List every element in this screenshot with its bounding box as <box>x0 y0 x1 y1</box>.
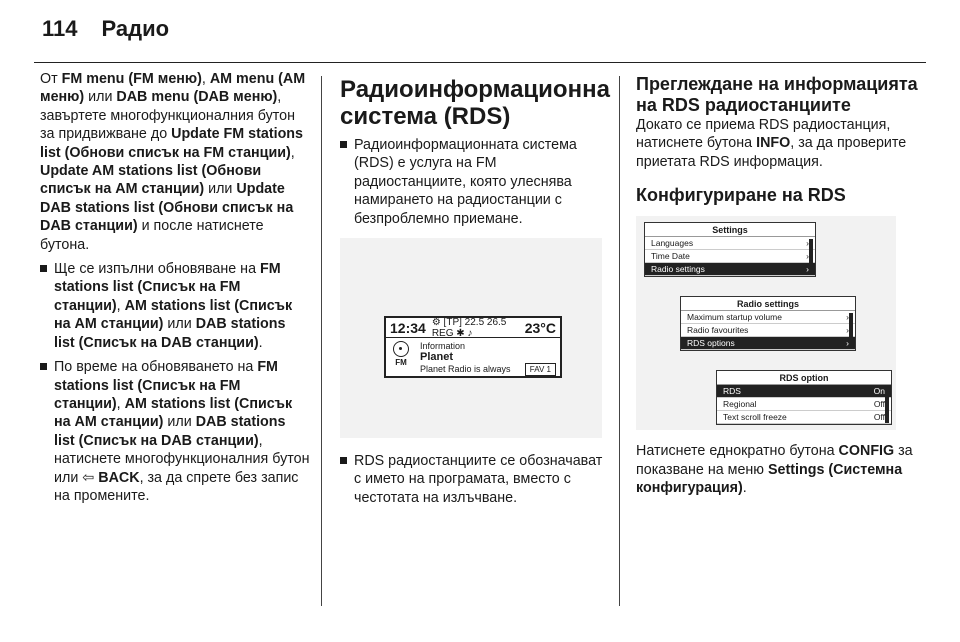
bold-term: FM stations list (Списък на FM станции) <box>54 261 281 314</box>
chevron-right-icon: › <box>806 264 809 275</box>
menu-item-value: Off <box>873 412 885 423</box>
bullet-icon <box>340 141 347 148</box>
menu-item[interactable] <box>681 324 855 337</box>
bullet-list <box>340 452 608 507</box>
section-heading-configure-rds: Конфигуриране на RDS <box>636 185 846 206</box>
settings-menus-figure <box>636 216 896 430</box>
menu-item[interactable] <box>717 398 891 411</box>
menu-item-label: Languages <box>651 238 694 249</box>
display-status-bar <box>386 318 560 338</box>
menu-item-value: On <box>873 386 885 397</box>
bullet-text: Радиоинформационната система (RDS) е услуга на FM радиостанциите, която улеснява намирането на радиостанции с безпроблемно приемане. <box>354 137 577 227</box>
bold-term: CONFIG <box>838 443 895 460</box>
column-divider <box>321 76 322 606</box>
chevron-right-icon: › <box>806 238 809 249</box>
scrollbar <box>809 239 813 275</box>
status-icons: ⚙ [TP] 22.5 26.5 REG ✱ ♪ <box>431 316 507 339</box>
bullet-list <box>340 136 608 228</box>
bold-term: DAB stations list (Списък на DAB станции) <box>54 316 286 351</box>
column-2 <box>340 70 608 507</box>
radio-display <box>384 316 562 378</box>
menu-title: Radio settings <box>681 297 855 311</box>
list-item <box>40 260 310 352</box>
column-3 <box>636 70 924 497</box>
band-label: FM <box>395 358 407 368</box>
section-heading-rds: Радиоинформационна система (RDS) <box>340 76 610 130</box>
page-number: 114 <box>42 16 78 41</box>
config-paragraph: Натиснете еднократно бутона CONFIG за показване на меню Settings (Системна конфигурация). <box>636 443 913 497</box>
intro-paragraph: От FM menu (FM меню), AM menu (AM меню) или DAB menu (DAB меню), завъртете многофункционалния бутон за придвижване до Update FM stations list (Обнови списък на FM станции), Update AM stations list (Обнови списък на AM станции) или Update DAB stations list (Обнови списък на DAB станции) и после натиснете бутона. <box>40 71 306 253</box>
scrollbar <box>849 313 853 349</box>
bullet-icon <box>40 265 47 272</box>
radio-settings-menu <box>680 296 856 351</box>
menu-item[interactable] <box>681 337 855 350</box>
bold-term: Settings (Системна конфигурация) <box>636 461 903 497</box>
chevron-right-icon: › <box>846 325 849 336</box>
radio-text: Planet Radio is always <box>420 364 511 375</box>
menu-item[interactable] <box>645 263 815 276</box>
chevron-right-icon: › <box>806 251 809 262</box>
menu-item-label: Radio favourites <box>687 325 749 336</box>
menu-item-label: RDS options <box>687 338 735 349</box>
antenna-icon <box>393 341 409 357</box>
chevron-right-icon: › <box>846 338 849 349</box>
radio-display-figure <box>340 238 602 438</box>
band-indicator <box>390 341 412 376</box>
list-item <box>340 452 608 507</box>
bold-term: BACK <box>98 469 140 486</box>
bold-term: AM menu (AM меню) <box>40 71 306 106</box>
column-1 <box>40 70 310 505</box>
chevron-right-icon: › <box>846 312 849 323</box>
bold-term: Update DAB stations list (Обнови списък на DAB станции) <box>40 181 294 235</box>
settings-menu <box>644 222 816 277</box>
bold-term: FM menu (FM меню) <box>61 71 202 87</box>
menu-item-label: Maximum startup volume <box>687 312 782 323</box>
bold-term: AM stations list (Списък на AM станции) <box>54 395 293 431</box>
bullet-icon <box>40 363 47 370</box>
menu-item-label: Regional <box>723 399 757 410</box>
view-rds-paragraph: Докато се приема RDS радиостанция, натиснете бутона INFO, за да проверите приетата RDS информация. <box>636 117 907 170</box>
bold-term: DAB menu (DAB меню) <box>116 89 278 106</box>
bullet-text: Ще се изпълни обновяване на FM stations list (Списък на FM станции), AM stations list (Списък на AM станции) или DAB stations list (Списък на DAB станции). <box>54 261 293 351</box>
column-divider <box>619 76 620 606</box>
bold-term: DAB stations list (Списък на DAB станции) <box>54 414 286 449</box>
bold-term: AM stations list (Списък на AM станции) <box>54 297 293 333</box>
menu-item[interactable] <box>717 385 891 398</box>
menu-title: Settings <box>645 223 815 237</box>
bullet-text: По време на обновяването на FM stations list (Списък на FM станции), AM stations list (Списък на AM станции) или DAB stations list (Списък на DAB станции), натиснете многофункционалния бутон или ⇦ BACK, за да спрете без запис на промените. <box>54 359 310 504</box>
menu-item-value: Off <box>873 399 885 410</box>
favourite-badge: FAV 1 <box>525 363 556 376</box>
menu-item-label: RDS <box>723 386 741 397</box>
list-item <box>40 358 310 505</box>
header-divider <box>34 62 926 63</box>
menu-item[interactable] <box>717 411 891 424</box>
menu-item[interactable] <box>681 311 855 324</box>
menu-item-label: Time Date <box>651 251 690 262</box>
station-name: Planet <box>420 351 454 364</box>
page-title: Радио <box>101 16 170 41</box>
page-header <box>42 16 169 56</box>
bold-term: FM stations list (Списък на FM станции) <box>54 359 278 412</box>
bold-term: Update AM stations list (Обнови списък на AM станции) <box>40 163 262 198</box>
bullet-icon <box>340 457 347 464</box>
list-item <box>340 136 608 228</box>
menu-item-label: Text scroll freeze <box>723 412 787 423</box>
menu-item-label: Radio settings <box>651 264 705 275</box>
scrollbar <box>885 387 889 423</box>
display-time: 12:34 <box>390 319 426 336</box>
rds-option-menu <box>716 370 892 425</box>
display-temperature: 23°C <box>524 319 556 336</box>
display-body <box>386 338 560 379</box>
station-info <box>420 341 556 376</box>
menu-title: RDS option <box>717 371 891 385</box>
bullet-text: RDS радиостанциите се обозначават с името на програмата, вместо с честотата на излъчване. <box>354 453 603 506</box>
bullet-list <box>40 260 310 505</box>
bold-term: INFO <box>756 135 791 152</box>
section-heading-view-rds: Преглеждане на информацията на RDS радиостанциите <box>636 74 918 115</box>
menu-item[interactable] <box>645 250 815 263</box>
bold-term: Update FM stations list (Обнови списък на FM станции) <box>40 126 303 161</box>
menu-item[interactable] <box>645 237 815 250</box>
info-line: Information <box>420 341 466 352</box>
